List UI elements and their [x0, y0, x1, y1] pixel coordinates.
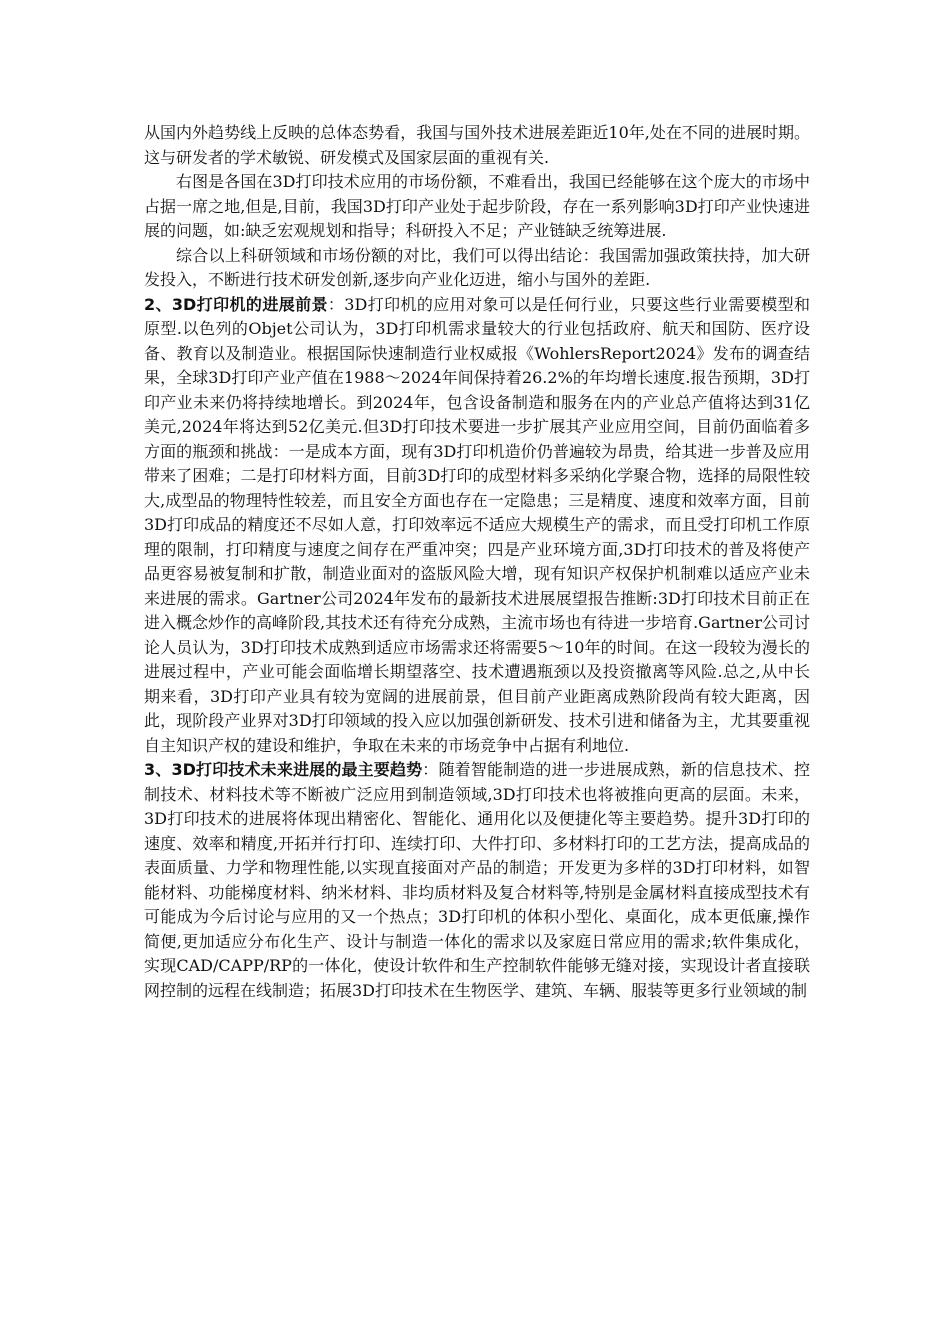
- section-prospects: [144, 293, 810, 759]
- section-prospects-body: ：3D打印机的应用对象可以是任何行业，只要这些行业需要模型和原型.以色列的Objet公司认为，3D打印机需求量较大的行业包括政府、航天和国防、医疗设备、教育以及制造业。根据国际快速制造行业权威报《WohlersReport2024》发布的调查结果，全球3D打印产业产值在1988～2024年间保持着26.2%的年均增长速度.报告预期，3D打印产业未来仍将持续地增长。到2024年，包含设备制造和服务在内的产业总产值将达到31亿美元,2024年将达到52亿美元.但3D打印技术要进一步扩展其产业应用空间，目前仍面临着多方面的瓶颈和挑战：一是成本方面，现有3D打印机造价仍普遍较为昂贵，给其进一步普及应用带来了困难；二是打印材料方面，目前3D打印的成型材料多采纳化学聚合物，选择的局限性较大,成型品的物理特性较差，而且安全方面也存在一定隐患；三是精度、速度和效率方面，目前3D打印成品的精度还不尽如人意，打印效率远不适应大规模生产的需求，而且受打印机工作原理的限制，打印精度与速度之间存在严重冲突；四是产业环境方面,3D打印技术的普及将使产品更容易被复制和扩散，制造业面对的盗版风险大增，现有知识产权保护机制难以适应产业未来进展的需求。Gartner公司2024年发布的最新技术进展展望报告推断:3D打印技术目前正在进入概念炒作的高峰阶段,其技术还有待充分成熟，主流市场也有待进一步培育.Gartner公司讨论人员认为，3D打印技术成熟到适应市场需求还将需要5～10年的时间。在这一段较为漫长的进展过程中，产业可能会面临增长期望落空、技术遭遇瓶颈以及投资撤离等风险.总之,从中长期来看，3D打印产业具有较为宽阔的进展前景，但目前产业距离成熟阶段尚有较大距离，因此，现阶段产业界对3D打印领域的投入应以加强创新研发、技术引进和储备为主，尤其要重视自主知识产权的建设和维护，争取在未来的市场竞争中占据有利地位.: [144, 294, 810, 755]
- section-prospects-heading: 2、3D打印机的进展前景: [144, 294, 328, 314]
- paragraph-conclusion: 综合以上科研领域和市场份额的对比，我们可以得出结论：我国需加强政策扶持，加大研发投入，不断进行技术研发创新,逐步向产业化迈进，缩小与国外的差距.: [144, 245, 810, 289]
- paragraph-domestic-gap: 从国内外趋势线上反映的总体态势看，我国与国外技术进展差距近10年,处在不同的进展时期。这与研发者的学术敏锐、研发模式及国家层面的重视有关.: [144, 123, 810, 167]
- document-page: [144, 121, 810, 1003]
- section-trends-heading: 3、3D打印技术未来进展的最主要趋势: [144, 760, 423, 779]
- section-trends-body: ：随着智能制造的进一步进展成熟，新的信息技术、控制技术、材料技术等不断被广泛应用到制造领域,3D打印技术也将被推向更高的层面。未来，3D打印技术的进展将体现出精密化、智能化、通用化以及便捷化等主要趋势。提升3D打印的速度、效率和精度,开拓并行打印、连续打印、大件打印、多材料打印的工艺方法，提高成品的表面质量、力学和物理性能,以实现直接面对产品的制造；开发更为多样的3D打印材料，如智能材料、功能梯度材料、纳米材料、非均质材料及复合材料等,特别是金属材料直接成型技术有可能成为今后讨论与应用的又一个热点；3D打印机的体积小型化、桌面化，成本更低廉,操作简便,更加适应分布化生产、设计与制造一体化的需求以及家庭日常应用的需求;软件集成化，实现CAD/CAPP/RP的一体化，使设计软件和生产控制软件能够无缝对接，实现设计者直接联网控制的远程在线制造；拓展3D打印技术在生物医学、建筑、车辆、服装等更多行业领域的制: [144, 760, 810, 1000]
- section-trends: [144, 758, 810, 1003]
- paragraph-market-share: 右图是各国在3D打印技术应用的市场份额，不难看出，我国已经能够在这个庞大的市场中占据一席之地,但是,目前，我国3D打印产业处于起步阶段，存在一系列影响3D打印产业快速进展的问题，如:缺乏宏观规划和指导；科研投入不足；产业链缺乏统筹进展.: [144, 172, 810, 240]
